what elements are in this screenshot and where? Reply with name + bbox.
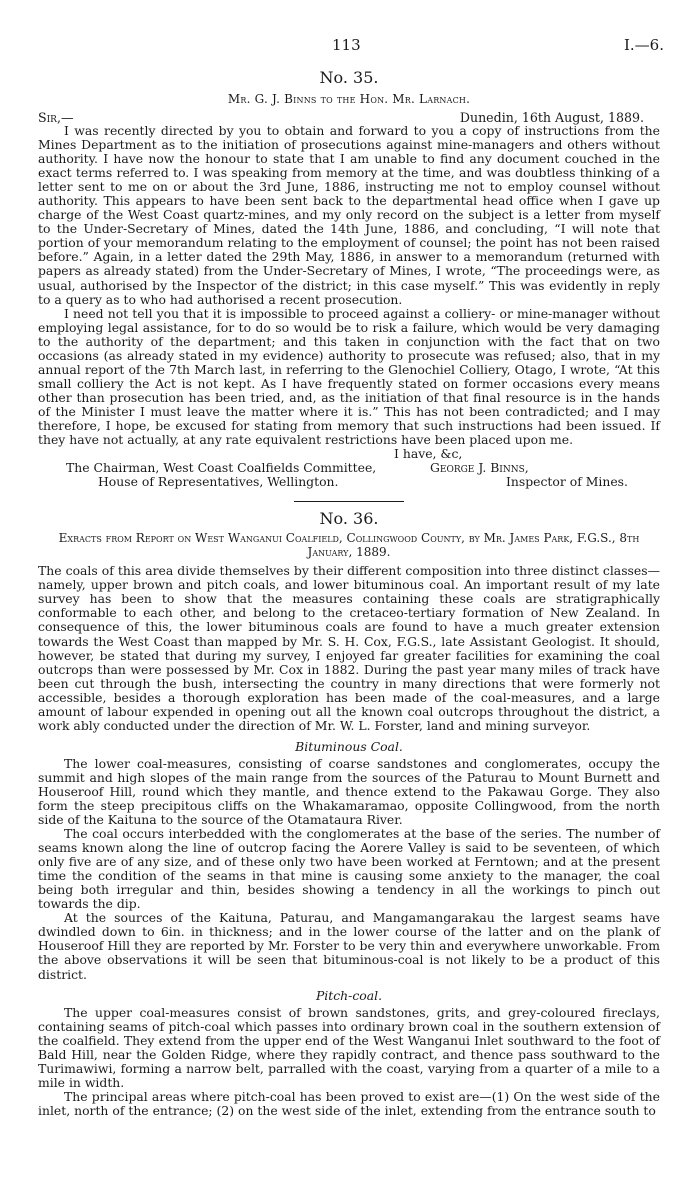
pitch-paragraph: The upper coal-measures consist of brown sandstones, grits, and grey-coloured fireclays, containing seams of pitch-coal which passes into ordinary brown coal in the southern extension of the coalfield. They extend from the upper end of the West Wanganui Inlet southward to the foot of Bald Hill, near the Golden Ridge, where they rapidly contract, and thence pass southward to the Turimawiwi, forming a narrow belt, parralled with the coast, varying from a quarter of a mile to a mile in width.	[38, 1004, 660, 1090]
page-header	[38, 36, 664, 58]
addressee-line: The Chairman, West Coast Coalfields Committee,	[66, 460, 377, 476]
heading-pitch-coal: Pitch-coal.	[315, 987, 383, 1003]
salutation: Sir,—	[38, 110, 74, 125]
letter-35-closing	[38, 447, 660, 489]
bituminous-paragraph: At the sources of the Kaituna, Paturau, and Mangamangarakau the largest seams have dwindled down to 6in. in thickness; and in the lower course of the latter and on the plank of Houseroof Hill they are reported by Mr. Forster to be very thin and everywhere unworkable. From the above observations it will be seen that bituminous-coal is not likely to be a product of this district.	[38, 910, 660, 982]
bituminous-paragraph: The lower coal-measures, consisting of coarse sandstones and conglomerates, occupy the summit and high slopes of the main range from the sources of the Paturau to Mount Burnett and Houseroof Hill, round which they mantle, and thence extend to the Pakawau Gorge. They also form the steep precipitous cliffs on the Whakamaramao, opposite Collingwood, from the north side of the Kaituna to the source of the Otamataura River.	[38, 755, 660, 828]
section-divider	[294, 501, 404, 502]
letter-35-paragraph: I was recently directed by you to obtain and forward to you a copy of instructions from the Mines Department as to the initiation of prosecutions against mine-managers and others without authority. I have now the honour to state that I am unable to find any document couched in the exact terms referred to. I was speaking from memory at the time, and was doubtless thinking of a letter sent to me on or about the 3rd June, 1886, instructing me not to employ counsel without authority. This appears to have been sent back to the departmental head office when I gave up charge of the West Coast quartz-mines, and my only record on the subject is a letter from myself to the Under-Secretary of Mines, dated the 14th June, 1886, and concluding, “I will note that portion of your memorandum relating to the employment of counsel; the point has not been raised before.” Again, in a letter dated the 29th May, 1886, in answer to a memorandum (returned with papers as already stated) from the Under-Secretary of Mines, I wrote, “The proceedings were, as usual, authorised by the Inspector of the district; in this case myself.” This was evidently in reply to a query as to who had authorised a recent prosecution.	[38, 123, 660, 307]
signature-name: George J. Binns,	[430, 460, 529, 476]
place-date: Dunedin, 16th August, 1889.	[459, 110, 644, 125]
heading-bituminous-coal: Bituminous Coal.	[295, 738, 403, 754]
closing-phrase: I have, &c,	[394, 446, 463, 462]
letter-35-opening	[38, 110, 660, 124]
letter-35-paragraph: I need not tell you that it is impossible to proceed against a colliery- or mine-manager without employing legal assistance, for to do so would be to risk a failure, which would be very damaging to the authority of the department; and this taken in conjunction with the fact that on two occasions (as already stated in my evidence) authority to prosecute was refused; also, that in my annual report of the 7th March last, in referring to the Glenochiel Colliery, Otago, I wrote, “At this small colliery the Act is not kept. As I have frequently stated on former occasions every means other than prosecution has been tried, and, as the initiation of that final resource is in the hands of the Minister I must leave the matter where it is.” This has not been contradicted; and I may therefore, I hope, be excused for stating from memory that such instructions had been issued. If they have not actually, at any rate equivalent restrictions have been placed upon me.	[38, 305, 660, 448]
letter-35-number: No. 35.	[319, 68, 379, 87]
addressee-line: House of Representatives, Wellington.	[98, 474, 339, 490]
bituminous-paragraph: The coal occurs interbedded with the conglomerates at the base of the series. The number of seams known along the line of outcrop facing the Aorere Valley is said to be seventeen, of which only five are of any size, and of these only two have been worked at Ferntown; and at the present time the condition of the seams in that mine is causing some anxiety to the manager, the coal being both irregular and thin, besides showing a tendency in all the workings to pinch out towards the dip.	[38, 826, 660, 912]
document-page	[38, 36, 664, 1118]
pitch-paragraph: The principal areas where pitch-coal has been proved to exist are—(1) On the west side of the inlet, north of the entrance; (2) on the west side of the inlet, extending from the entrance south to	[38, 1088, 660, 1118]
letter-35-from-to: Mr. G. J. Binns to the Hon. Mr. Larnach.	[227, 92, 471, 106]
section-code: I.—6.	[623, 36, 664, 54]
extract-title: Exracts from Report on West Wanganui Coalfield, Collingwood County, by Mr. James Park, F.G.S., 8th January, 1889.	[58, 531, 640, 559]
intro-paragraph: The coals of this area divide themselves by their different composition into three distinct classes—namely, upper brown and pitch coals, and lower bituminous coal. An important result of my late survey has been to show that the measures containing these coals are stratigraphically conformable to each other, and belong to the cretaceo-tertiary formation of New Zealand. In consequence of this, the lower bituminous coals are found to have a much greater extension towards the West Coast than mapped by Mr. S. H. Cox, F.G.S., late Assistant Geologist. It should, however, be stated that during my survey, I enjoyed far greater facilities for examining the coal outcrops than were possessed by Mr. Cox in 1882. During the past year many miles of track have been cut through the bush, intersecting the country in many directions that were formerly not accessible, besides a thorough exploration has been made of the coal-measures, and a large amount of labour expended in opening out all the known coal outcrops throughout the district, a work ably conducted under the direction of Mr. W. L. Forster, land and mining surveyor.	[38, 563, 660, 733]
letter-36-number: No. 36.	[319, 509, 379, 529]
signature-title: Inspector of Mines.	[506, 474, 628, 490]
page-number: 113	[332, 36, 361, 54]
